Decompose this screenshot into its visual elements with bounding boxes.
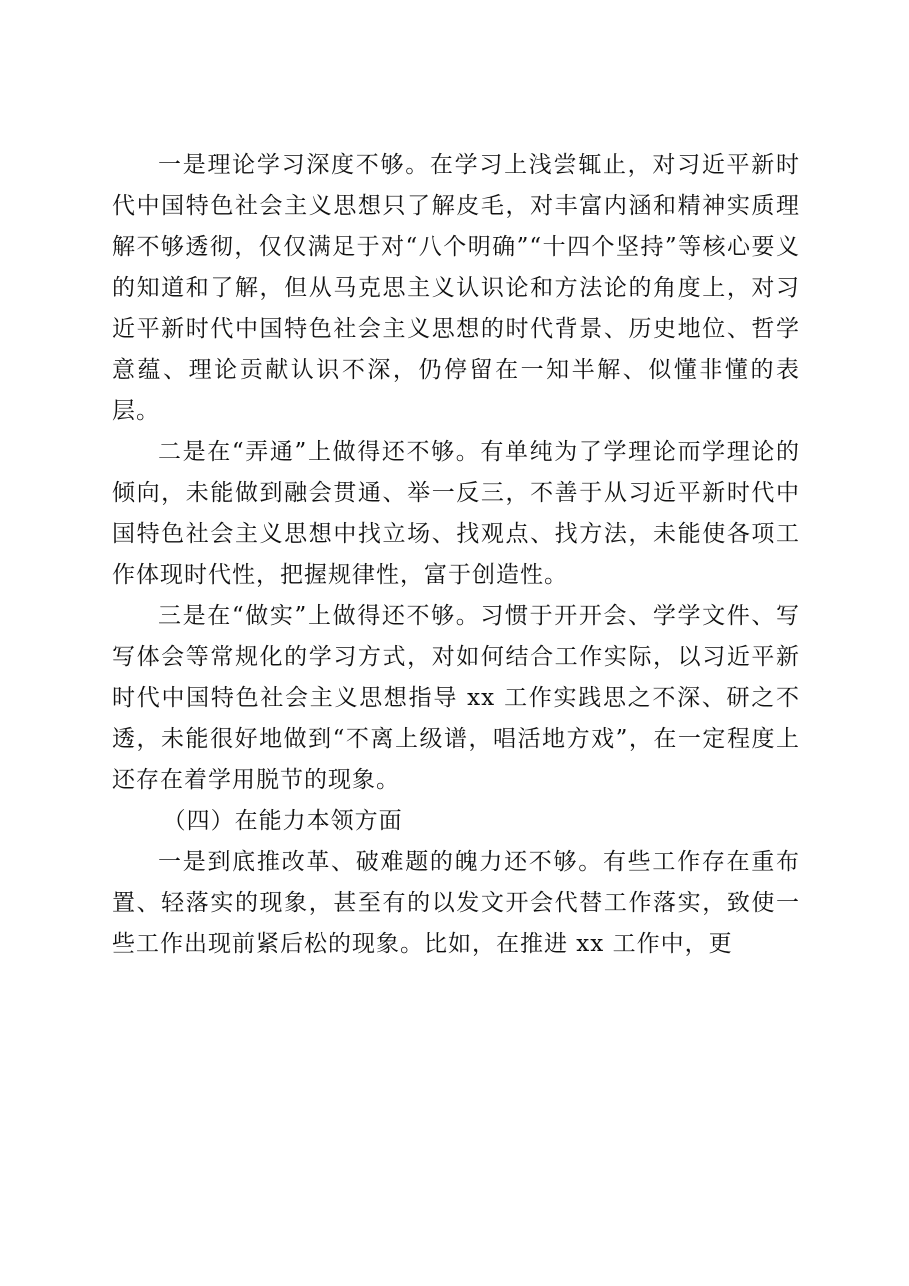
paragraph-reform-courage: 一是到底推改革、破难题的魄力还不够。有些工作存在重布置、轻落实的现象，甚至有的以发文开会代替工作落实，致使一些工作出现前紧后松的现象。比如，在推进 xx 工作中，更 — [112, 849, 800, 957]
document-body — [112, 145, 800, 965]
section-heading-capability: （四）在能力本领方面 — [162, 808, 403, 834]
paragraph-practical-application: 三是在“做实”上做得还不够。习惯于开开会、学学文件、写写体会等常规化的学习方式，对如何结合工作实际，以习近平新时代中国特色社会主义思想指导 xx 工作实践思之不深、研之不透，未能很好地做到“不离上级谱，唱活地方戏”，在一定程度上还存在着学用脱节的现象。 — [112, 603, 800, 793]
paragraph-understanding-thoroughly: 二是在“弄通”上做得还不够。有单纯为了学理论而学理论的倾向，未能做到融会贯通、举一反三，不善于从习近平新时代中国特色社会主义思想中找立场、找观点、找方法，未能使各项工作体现时代性，把握规律性，富于创造性。 — [112, 439, 800, 588]
paragraph-theory-study-depth: 一是理论学习深度不够。在学习上浅尝辄止，对习近平新时代中国特色社会主义思想只了解皮毛，对丰富内涵和精神实质理解不够透彻，仅仅满足于对“八个明确”“十四个坚持”等核心要义的知道和了解，但从马克思主义认识论和方法论的角度上，对习近平新时代中国特色社会主义思想的时代背景、历史地位、哲学意蕴、理论贡献认识不深，仍停留在一知半解、似懂非懂的表层。 — [112, 152, 800, 424]
